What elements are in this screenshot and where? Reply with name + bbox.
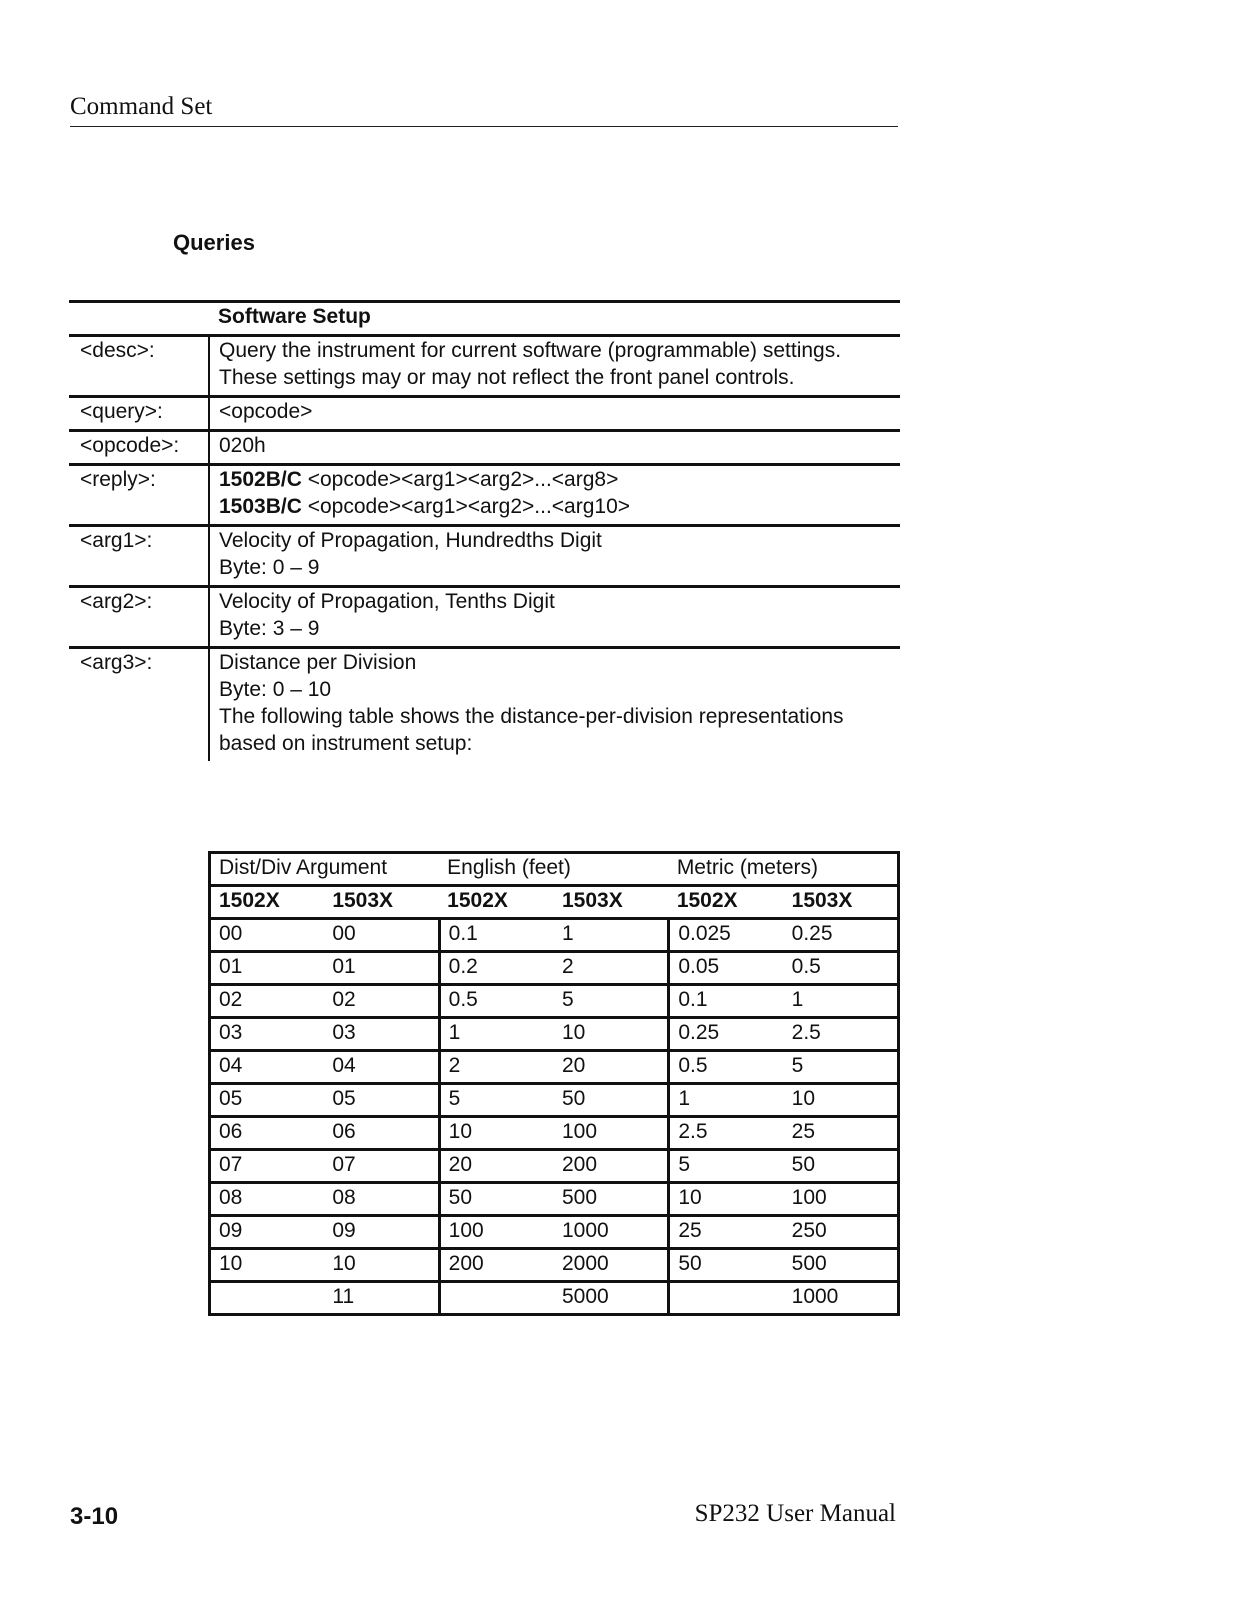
table-cell: 03 <box>210 1018 325 1051</box>
arg3-note: The following table shows the distance-per-division representations based on instrument setup: <box>219 705 844 755</box>
table-cell: 25 <box>784 1117 899 1150</box>
table-row <box>210 1249 899 1282</box>
desc-text: Query the instrument for current software (programmable) settings. These settings may or may not reflect the front panel controls. <box>209 336 900 397</box>
column-header: 1502X <box>439 886 554 919</box>
table-cell: 10 <box>784 1084 899 1117</box>
table-row <box>210 952 899 985</box>
arg1-row <box>69 526 900 587</box>
table-cell: 08 <box>210 1183 325 1216</box>
table-cell: 5000 <box>554 1282 669 1315</box>
table-cell: 00 <box>210 919 325 952</box>
table-cell: 0.2 <box>439 952 554 985</box>
query-text: <opcode> <box>209 397 900 431</box>
command-title: Software Setup <box>218 305 371 328</box>
table-cell: 10 <box>669 1183 784 1216</box>
reply-text <box>209 465 900 526</box>
table-cell: 1 <box>784 985 899 1018</box>
command-table <box>69 300 900 761</box>
table-cell: 0.25 <box>669 1018 784 1051</box>
table-row <box>210 985 899 1018</box>
column-header: 1502X <box>210 886 325 919</box>
table-cell: 50 <box>784 1150 899 1183</box>
table-cell: 5 <box>554 985 669 1018</box>
table-cell <box>669 1282 784 1315</box>
table-cell: 0.05 <box>669 952 784 985</box>
table-cell: 2000 <box>554 1249 669 1282</box>
desc-label: <desc>: <box>80 339 155 362</box>
arg3-description: Distance per Division <box>219 651 417 674</box>
table-cell: 01 <box>324 952 439 985</box>
query-label: <query>: <box>80 400 163 423</box>
table-cell: 200 <box>439 1249 554 1282</box>
table-cell: 1 <box>554 919 669 952</box>
page-header: Command Set <box>70 92 898 127</box>
distance-per-division-table <box>208 851 900 1316</box>
reply-model-2: 1503B/C <box>219 495 302 518</box>
table-cell: 07 <box>324 1150 439 1183</box>
query-row <box>69 397 900 431</box>
table-cell: 1 <box>669 1084 784 1117</box>
group-header-metric: Metric (meters) <box>669 853 899 886</box>
table-row <box>210 1018 899 1051</box>
table-cell: 09 <box>210 1216 325 1249</box>
column-header: 1503X <box>324 886 439 919</box>
arg3-label: <arg3>: <box>80 651 153 674</box>
opcode-row <box>69 431 900 465</box>
reply-line-1 <box>219 466 894 493</box>
table-cell: 25 <box>669 1216 784 1249</box>
dist-table-body <box>210 919 899 1315</box>
table-cell: 00 <box>324 919 439 952</box>
table-cell: 07 <box>210 1150 325 1183</box>
table-cell: 5 <box>669 1150 784 1183</box>
table-cell: 11 <box>324 1282 439 1315</box>
section-heading: Queries <box>173 230 255 255</box>
arg2-row <box>69 587 900 648</box>
table-row <box>210 1117 899 1150</box>
table-cell: 09 <box>324 1216 439 1249</box>
opcode-label: <opcode>: <box>80 434 180 457</box>
table-cell: 500 <box>784 1249 899 1282</box>
arg2-description: Velocity of Propagation, Tenths Digit <box>219 590 555 613</box>
desc-row <box>69 336 900 397</box>
table-cell: 1000 <box>554 1216 669 1249</box>
arg2-label: <arg2>: <box>80 590 153 613</box>
reply-row <box>69 465 900 526</box>
table-cell: 02 <box>324 985 439 1018</box>
table-cell <box>439 1282 554 1315</box>
arg3-row <box>69 648 900 762</box>
table-cell: 5 <box>439 1084 554 1117</box>
group-header-english: English (feet) <box>439 853 669 886</box>
table-row <box>210 1282 899 1315</box>
arg1-description: Velocity of Propagation, Hundredths Digit <box>219 529 602 552</box>
table-row <box>210 1216 899 1249</box>
column-header-row <box>210 886 899 919</box>
table-cell: 1 <box>439 1018 554 1051</box>
table-cell: 0.025 <box>669 919 784 952</box>
arg1-byte-range: Byte: 0 – 9 <box>219 556 320 579</box>
column-header: 1502X <box>669 886 784 919</box>
table-cell: 04 <box>324 1051 439 1084</box>
table-row <box>210 1084 899 1117</box>
table-cell: 05 <box>210 1084 325 1117</box>
table-cell: 10 <box>210 1249 325 1282</box>
table-cell <box>210 1282 325 1315</box>
table-cell: 08 <box>324 1183 439 1216</box>
table-row <box>210 919 899 952</box>
table-cell: 0.1 <box>439 919 554 952</box>
opcode-text: 020h <box>209 431 900 465</box>
table-cell: 5 <box>784 1051 899 1084</box>
table-row <box>210 1051 899 1084</box>
table-cell: 0.5 <box>669 1051 784 1084</box>
table-cell: 20 <box>554 1051 669 1084</box>
table-cell: 02 <box>210 985 325 1018</box>
table-cell: 500 <box>554 1183 669 1216</box>
table-cell: 2 <box>439 1051 554 1084</box>
table-cell: 250 <box>784 1216 899 1249</box>
table-cell: 50 <box>669 1249 784 1282</box>
group-header-row <box>210 853 899 886</box>
table-cell: 1000 <box>784 1282 899 1315</box>
column-header: 1503X <box>554 886 669 919</box>
table-row <box>210 1183 899 1216</box>
table-cell: 50 <box>439 1183 554 1216</box>
table-cell: 20 <box>439 1150 554 1183</box>
table-cell: 100 <box>554 1117 669 1150</box>
reply-format-2: <opcode><arg1><arg2>...<arg10> <box>307 495 631 518</box>
column-header: 1503X <box>784 886 899 919</box>
table-cell: 100 <box>439 1216 554 1249</box>
table-cell: 100 <box>784 1183 899 1216</box>
table-cell: 2.5 <box>784 1018 899 1051</box>
table-cell: 01 <box>210 952 325 985</box>
reply-model-1: 1502B/C <box>219 468 302 491</box>
table-cell: 2.5 <box>669 1117 784 1150</box>
reply-line-2 <box>219 493 894 520</box>
table-cell: 04 <box>210 1051 325 1084</box>
table-cell: 06 <box>324 1117 439 1150</box>
arg1-label: <arg1>: <box>80 529 153 552</box>
group-header-argument: Dist/Div Argument <box>210 853 440 886</box>
arg3-byte-range: Byte: 0 – 10 <box>219 678 332 701</box>
table-cell: 03 <box>324 1018 439 1051</box>
table-cell: 0.1 <box>669 985 784 1018</box>
table-cell: 50 <box>554 1084 669 1117</box>
reply-label: <reply>: <box>80 468 156 491</box>
command-title-row <box>69 302 900 336</box>
table-cell: 10 <box>554 1018 669 1051</box>
table-cell: 05 <box>324 1084 439 1117</box>
table-cell: 10 <box>439 1117 554 1150</box>
page-number: 3-10 <box>70 1503 119 1530</box>
table-cell: 06 <box>210 1117 325 1150</box>
manual-title: SP232 User Manual <box>694 1500 896 1527</box>
table-cell: 0.25 <box>784 919 899 952</box>
table-cell: 200 <box>554 1150 669 1183</box>
table-cell: 10 <box>324 1249 439 1282</box>
arg2-byte-range: Byte: 3 – 9 <box>219 617 320 640</box>
reply-format-1: <opcode><arg1><arg2>...<arg8> <box>307 468 619 491</box>
table-cell: 0.5 <box>439 985 554 1018</box>
table-cell: 0.5 <box>784 952 899 985</box>
table-cell: 2 <box>554 952 669 985</box>
table-row <box>210 1150 899 1183</box>
